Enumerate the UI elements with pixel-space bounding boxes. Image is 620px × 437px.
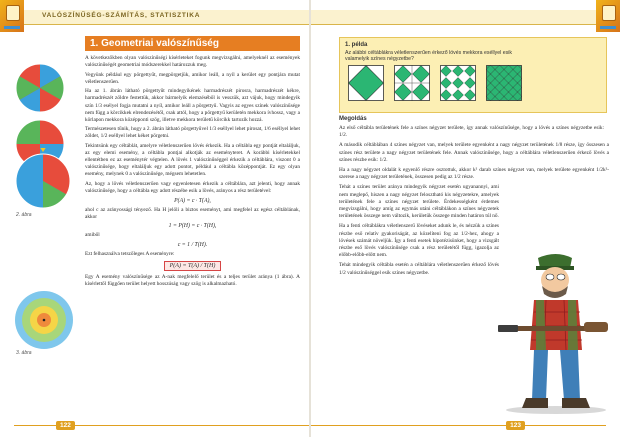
paragraph: Tehát a színes terület aránya mindegyik négyzet esetén ugyanannyi, ami nem meglepő, hiszen a nagy négyzet felosztható kis négyzetekre, amelyek területének fele a színes négyzet területe. Érdekességként érdemes megvizsgálni, hogy amíg az egymás utáni céltáblákon a színes négyzetek területének összege nem változik, kerületük összege minden határon túl nő.	[339, 184, 499, 220]
hunter-illustration	[498, 250, 610, 415]
running-header-text: VALÓSZÍNŰSÉG-SZÁMÍTÁS, STATISZTIKA	[42, 12, 201, 19]
paragraph: Az, hogy a lövés véletlenszerűen vagy egyenletesen érkezik a céltáblára, azt jelenti, hogy annak valószínűsége, hogy a céltábla egy adott részébe esik a lövés, arányos a rész területével:	[85, 181, 300, 195]
square-target-4-icon	[486, 65, 522, 101]
paragraph: Vegyünk például egy pörgettyűt, megpörgetjük, amikor leáll, a nyíl a kerület egy pontjára mutat véletlenszerűen.	[85, 71, 300, 85]
paragraph: Ha a nagy négyzet oldalát k egyenlő részre osztottuk, akkor k² darab színes négyzet van, melyek területe egyenként 1/2k²-szerese a nagy négyzet területének, összesen pedig az 1/2 része.	[339, 167, 609, 181]
book-corner-icon	[0, 0, 24, 32]
figure-label: 2. ábra	[16, 212, 32, 218]
formula: c = 1 / T(H).	[177, 241, 208, 248]
spinner-figure-1	[14, 62, 66, 119]
spinner-arrow-wheel-icon	[14, 148, 72, 210]
paragraph: Természetesen tűnik, hogy a 2. ábrán látható pörgettyűvel 1/3 eséllyel lehet pirosat, 1/6 eséllyel lehet zöldet, 1/2 eséllyel lehet kéket pörgetni.	[85, 126, 300, 140]
running-header	[14, 10, 309, 25]
page-title: 1. Geometriai valószínűség	[85, 36, 300, 51]
example-title: 1. példa	[345, 42, 368, 48]
paragraph: A következőkben olyan valószínűségi kísérleteket fogunk megvizsgálni, amelyeknél az események valószínűségét geometriai módszerekkel határozzuk meg.	[85, 55, 300, 69]
spinner-figure-2	[14, 148, 72, 218]
example-box	[339, 37, 607, 113]
paragraph: Az első céltábla területének fele a színes négyzet területe, így annak valószínűsége, hogy a lövés a színes négyzetbe esik: 1/2.	[339, 125, 604, 139]
book-corner-icon	[596, 0, 620, 32]
target-icon	[14, 290, 74, 350]
spinner-wheel-icon	[14, 62, 66, 114]
square-target-3-icon	[440, 65, 476, 101]
example-text: Az alábbi céltáblákra véletlenszerűen érkező lövés mekkora eséllyel esik valamelyik színes négyzetbe?	[345, 50, 512, 63]
formula: 1 = P(H) = c · T(H),	[168, 223, 217, 230]
paragraph: Ezt felhasználva tetszőleges A eseményre:	[85, 250, 175, 257]
paragraph: Ha az 1. ábrán látható pörgettyűt mindegyikének harmadrészét pirosra, harmadrészét kékre, harmadrészét zöldre festettük, akkor bármelyik elemzéséből is vesszük, azt vájuk, hogy mindegyik szín 1/3 esélyel fogja mutatni a nyíl, amikor leáll a pörgettyű. Vagyis az egyes színek valószínűsége nem függ a körcikkek elrendezésétől, csak attól, hogy a pörgettyű kerületén mekkora ívhossz, vagy a körlapon mekkora középponti szög, illetve mekkora területű körcikk tartozik hozzá.	[85, 88, 300, 123]
paragraph: Egy A esemény valószínűsége az A-nak megfelelő terület és a teljes terület aránya (1 ábra). A kísérlettől függően terület helyett hosszúság vagy szög is alkalmazható.	[85, 273, 300, 287]
paragraph: A második céltáblában 4 színes négyzet van, melyek területe egyenként a nagy négyzet területének 1/8 része, így összesen a színes rész területe a nagy négyzet területének fele. Annak valószínűsége, hogy a céltáblára véletlenszerűen érkező lövés a színes részbe esik: 1/2.	[339, 142, 609, 163]
solution-title: Megoldás	[339, 116, 367, 122]
paragraph: Tekintsünk egy céltáblát, amelyre véletlenszerűen lövés érkezik. Ha a céltábla egy pontját eltaláljuk, az egy elemi esemény, a céltábla pontjai alkotják az eseményteret. A korábbi kísérletekkel ellentétben ez az eseménytér végtelen. A lövés 1 valószínűséggel érkezik a céltáblára, viszont 0 a valószínűsége, hogy eltaláljuk egy adott pontot, például a céltábla középpontját. Ez egy olyan esemény, melynek 0 a valószínűsége, mégsem lehetetlen.	[85, 143, 300, 178]
formula-boxed-wrap	[85, 261, 300, 271]
left-main-text	[85, 36, 300, 290]
paragraph: Tehát mindegyik céltábla esetén a céltáblára véletlenszerűen érkező lövés 1/2 valószínűséggel esik színes négyzetbe.	[339, 262, 499, 276]
paragraph: amiből	[85, 232, 100, 239]
formula: P(A) = c · T(A),	[174, 197, 211, 204]
page-number: 122	[56, 421, 75, 430]
target-squares	[348, 65, 522, 101]
paragraph: ahol c az arányossági tényező. Ha H jelöli a biztos eseményt, ami megfelel az egész céltáblának, akkor	[85, 206, 300, 220]
running-header-right	[311, 10, 606, 25]
target-figure	[14, 290, 74, 355]
square-target-2-icon	[394, 65, 430, 101]
square-target-1-icon	[348, 65, 384, 101]
page-number: 123	[506, 421, 525, 430]
figure-label: 3. ábra	[16, 350, 32, 356]
paragraph: Ha a fenti céltáblákra véletlenszerű lövéseket adunk le, és nézzük a színes részbe eső relatív gyakoriságát, az közelíteni fog az 1/2-hez, ahogy a lövések számát növeljük. Így a fenti esetek hipotézisünket, hogy a vizsgált részbe eső lövés valószínűsége csak a rész területétől függ, igazolja az előbb-előbb-előtt nem.	[339, 223, 499, 259]
left-page	[0, 0, 309, 437]
right-page	[311, 0, 620, 437]
formula-boxed: P(A) = T(A) / T(H)	[164, 261, 222, 271]
footer-rule	[311, 425, 606, 426]
